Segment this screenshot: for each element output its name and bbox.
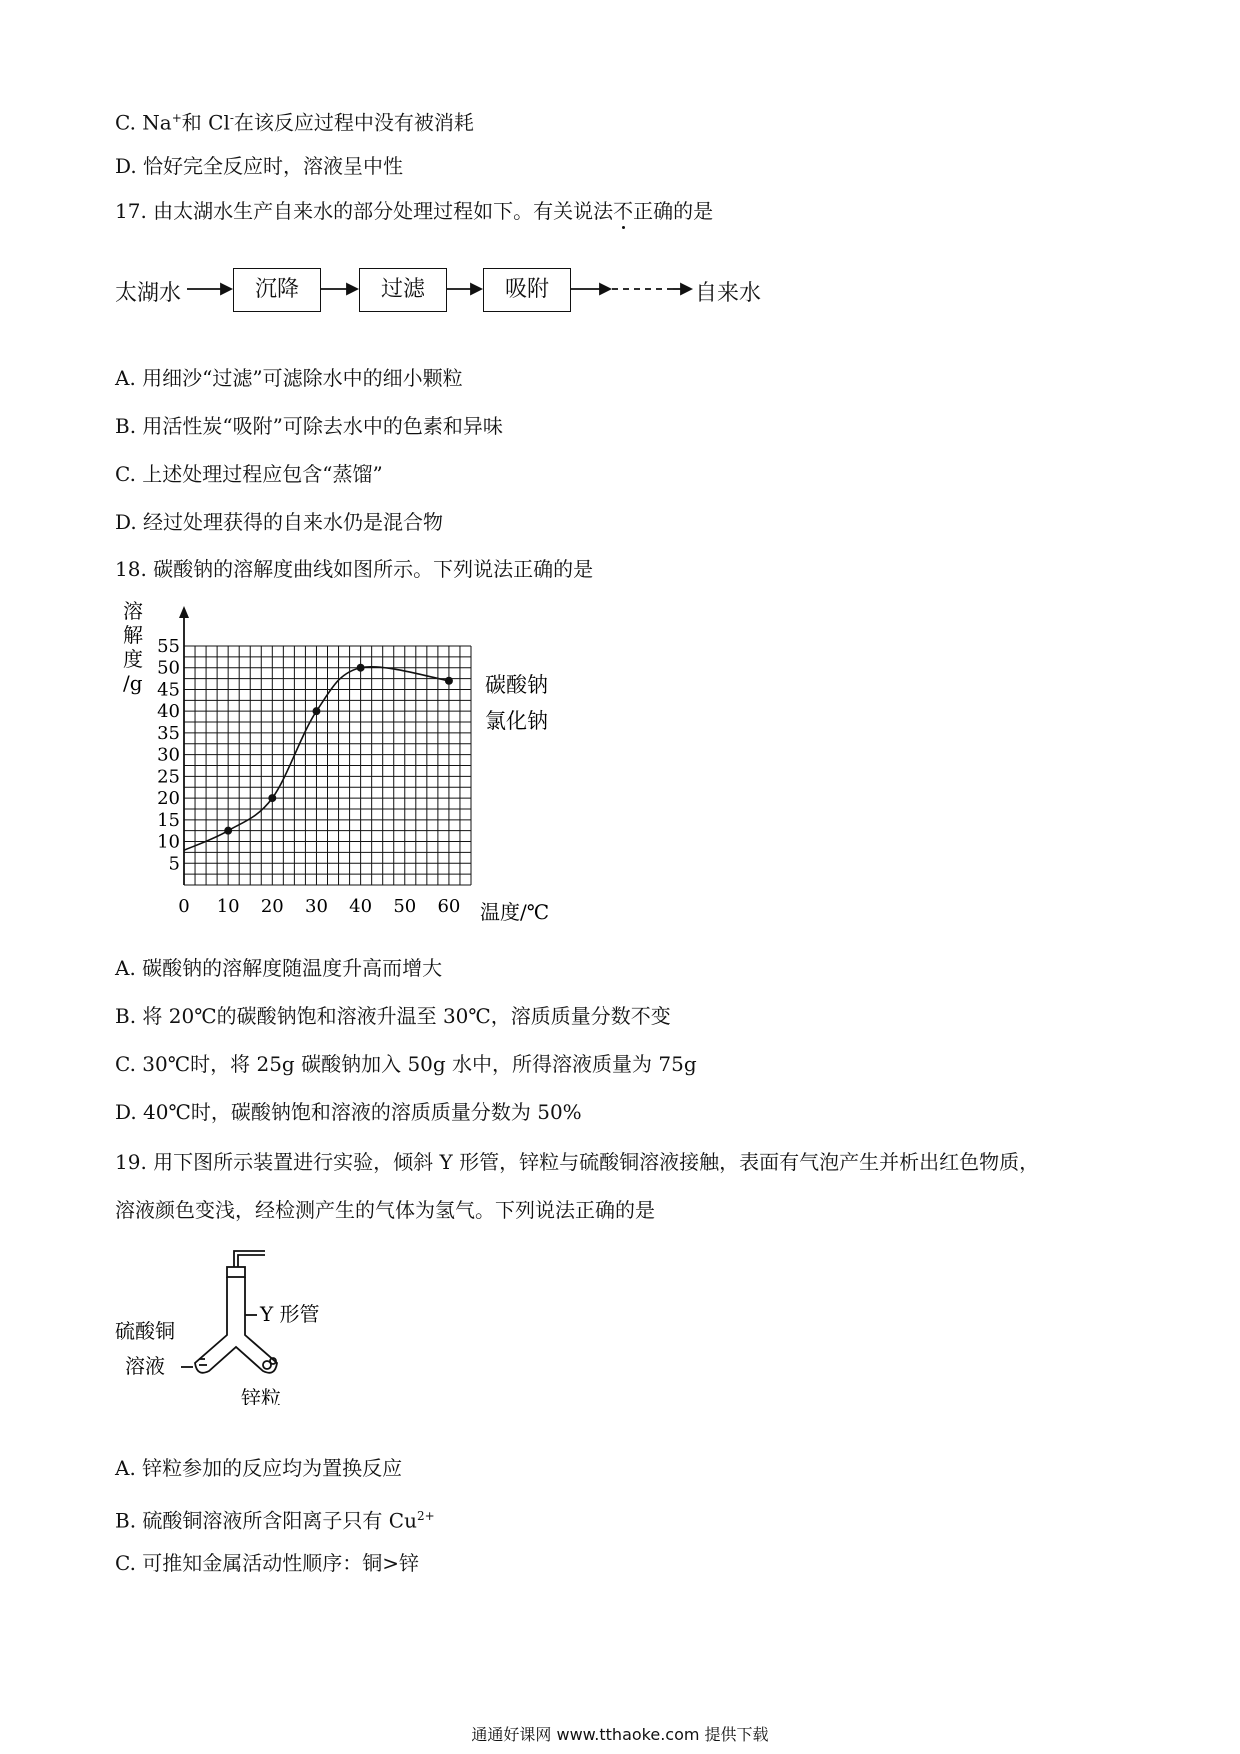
y-tick-label: 40 <box>157 701 180 723</box>
q17-stem: 17. 由太湖水生产自来水的部分处理过程如下。有关说法不正确的是 <box>115 199 714 223</box>
stopper-icon <box>227 1267 245 1277</box>
y-tube-apparatus <box>115 1245 355 1405</box>
q19-stem-line1: 19. 用下图所示装置进行实验，倾斜 Y 形管，锌粒与硫酸铜溶液接触，表面有气泡产生并析出红色物质， <box>115 1150 1040 1174</box>
q19-stem-line2: 溶液颜色变浅，经检测产生的气体为氢气。下列说法正确的是 <box>115 1198 655 1222</box>
legend-entry-1: 氯化钠 <box>485 709 548 733</box>
q18-option-b: B. 将 20℃的碳酸钠饱和溶液升温至 30℃，溶质质量分数不变 <box>115 1004 671 1028</box>
flow-step-settling: 沉降 <box>233 268 321 312</box>
x-tick-label: 10 <box>216 896 240 917</box>
y-tick-label: 55 <box>157 636 180 657</box>
q18-stem: 18. 碳酸钠的溶解度曲线如图所示。下列说法正确的是 <box>115 557 594 581</box>
y-axis-label <box>123 599 143 695</box>
flow-start: 太湖水 <box>115 281 182 306</box>
apparatus-label-tube: Y 形管 <box>260 1302 320 1326</box>
y-axis-label-part: 度 <box>123 647 143 671</box>
y-tick-label: 20 <box>157 788 180 810</box>
q17-emphasis: 不 <box>613 199 634 223</box>
q18-option-a: A. 碳酸钠的溶解度随温度升高而增大 <box>115 956 443 980</box>
y-axis-label-part: 溶 <box>123 599 143 623</box>
y-tick-label: 50 <box>157 657 180 679</box>
q17-option-b: B. 用活性炭“吸附”可除去水中的色素和异味 <box>115 414 503 438</box>
data-point <box>445 677 453 685</box>
q16-option-d: D. 恰好完全反应时，溶液呈中性 <box>115 154 404 178</box>
x-axis-label: 温度/℃ <box>480 900 550 924</box>
y-tick-label: 5 <box>168 853 180 875</box>
flow-step-adsorption: 吸附 <box>483 268 571 312</box>
q18-option-c: C. 30℃时，将 25g 碳酸钠加入 50g 水中，所得溶液质量为 75g <box>115 1052 697 1076</box>
x-tick-label: 60 <box>437 896 461 917</box>
q19-option-c: C. 可推知金属活动性顺序：铜>锌 <box>115 1551 420 1575</box>
data-point <box>224 827 232 835</box>
q19-option-b: B. 硫酸铜溶液所含阳离子只有 $Cu^{2+}$ <box>115 1508 435 1533</box>
flow-step-filtration: 过滤 <box>359 268 447 312</box>
y-axis-label-part: /g <box>123 671 143 695</box>
q17-option-a: A. 用细沙“过滤”可滤除水中的细小颗粒 <box>115 366 463 390</box>
q17-option-d: D. 经过处理获得的自来水仍是混合物 <box>115 510 444 534</box>
q17-option-c: C. 上述处理过程应包含“蒸馏” <box>115 462 383 486</box>
water-treatment-flow <box>115 264 775 314</box>
solubility-chart <box>115 594 575 934</box>
apparatus-label-solution-2: 溶液 <box>125 1354 165 1378</box>
q19-option-a: A. 锌粒参加的反应均为置换反应 <box>115 1456 403 1480</box>
x-tick-label: 40 <box>349 896 373 917</box>
x-tick-label: 20 <box>260 896 284 917</box>
q16-option-c: C. Na+和 Cl-在该反应过程中没有被消耗 <box>115 110 474 135</box>
solubility-chart-svg <box>115 594 575 934</box>
y-tick-label: 35 <box>157 722 180 744</box>
y-tick-label: 25 <box>157 766 180 788</box>
y-tick-label: 10 <box>157 831 180 853</box>
y-tick-label: 30 <box>157 744 180 766</box>
x-tick-label: 0 <box>178 896 190 917</box>
y-tick-label: 45 <box>157 679 180 701</box>
data-point <box>268 794 276 802</box>
x-tick-label: 50 <box>393 896 417 917</box>
flow-end: 自来水 <box>695 281 762 306</box>
y-axis-arrow <box>179 606 189 618</box>
apparatus-label-solution-1: 硫酸铜 <box>115 1319 175 1343</box>
data-point <box>357 664 365 672</box>
footer-watermark: 通通好课网 www.tthaoke.com 提供下载 <box>471 1725 769 1744</box>
apparatus-label-zinc: 锌粒 <box>241 1386 281 1405</box>
y-axis-label-part: 解 <box>123 623 143 647</box>
x-tick-label: 30 <box>305 896 328 917</box>
data-point <box>312 707 320 715</box>
y-tick-label: 15 <box>157 809 180 831</box>
q18-option-d: D. 40℃时，碳酸钠饱和溶液的溶质质量分数为 50% <box>115 1100 582 1124</box>
legend-entry-0: 碳酸钠 <box>485 673 548 697</box>
